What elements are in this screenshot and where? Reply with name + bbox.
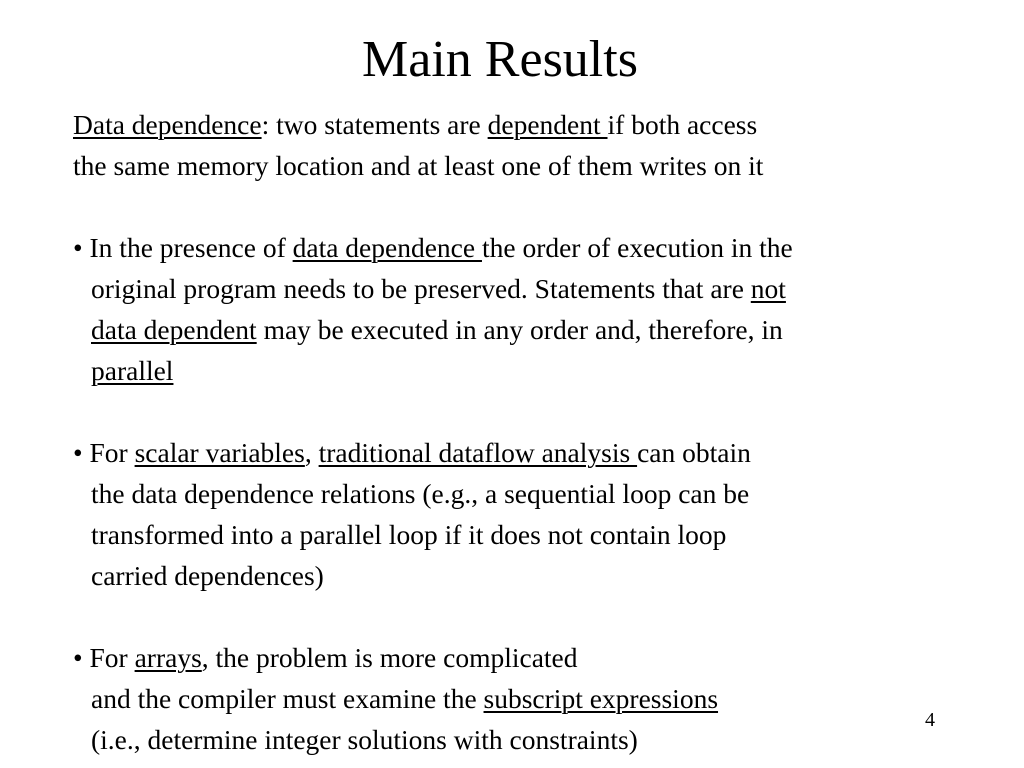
bullet-marker: •: [73, 437, 90, 468]
bullet2-line-1: [73, 432, 751, 473]
term-subscript-expressions: subscript expressions: [483, 683, 719, 714]
definition-line-1: [73, 104, 757, 145]
term-traditional-dataflow-analysis: traditional dataflow analysis: [318, 437, 638, 468]
bullet2-line-4: carried dependences): [91, 560, 324, 591]
definition-text-2: if both access: [607, 109, 758, 140]
bullet1-line-2: [91, 268, 786, 309]
bullet2-line-2: the data dependence relations (e.g., a sequential loop can be: [91, 478, 750, 509]
bullet1-text-4: may be executed in any order and, therefore, in: [256, 314, 783, 345]
bullet1-line-4: [91, 350, 173, 391]
bullet1-line-1: [73, 227, 793, 268]
term-not: not: [750, 273, 786, 304]
bullet3-line-2: [91, 678, 718, 719]
term-data-dependence-2: data dependence: [292, 232, 482, 263]
bullet2-text-2: can obtain: [637, 437, 751, 468]
term-arrays: arrays: [134, 642, 202, 673]
bullet1-text-1: In the presence of: [89, 232, 293, 263]
definition-text-1: : two statements are: [261, 109, 488, 140]
page-number: 4: [925, 709, 935, 731]
bullet-marker: •: [73, 232, 90, 263]
bullet1-text-3: original program needs to be preserved. Statements that are: [91, 273, 751, 304]
bullet3-text-2: , the problem is more complicated: [201, 642, 578, 673]
bullet2-text-1: For: [89, 437, 135, 468]
bullet3-text-1: For: [89, 642, 135, 673]
bullet3-text-3: and the compiler must examine the: [91, 683, 484, 714]
slide-title: Main Results: [362, 31, 638, 88]
bullet3-line-1: [73, 637, 578, 678]
term-scalar-variables: scalar variables: [134, 437, 305, 468]
term-data-dependence: Data dependence: [73, 109, 262, 140]
term-data-dependent: data dependent: [91, 314, 257, 345]
bullet-marker: •: [73, 642, 90, 673]
definition-line-2: the same memory location and at least one of them writes on it: [73, 150, 764, 181]
bullet1-line-3: [91, 309, 783, 350]
bullet2-line-3: transformed into a parallel loop if it does not contain loop: [91, 519, 727, 550]
bullet3-line-3: (i.e., determine integer solutions with constraints): [91, 724, 638, 755]
term-parallel: parallel: [91, 355, 174, 386]
bullet1-text-2: the order of execution in the: [481, 232, 793, 263]
term-dependent: dependent: [487, 109, 608, 140]
bullet2-comma: ,: [304, 437, 319, 468]
